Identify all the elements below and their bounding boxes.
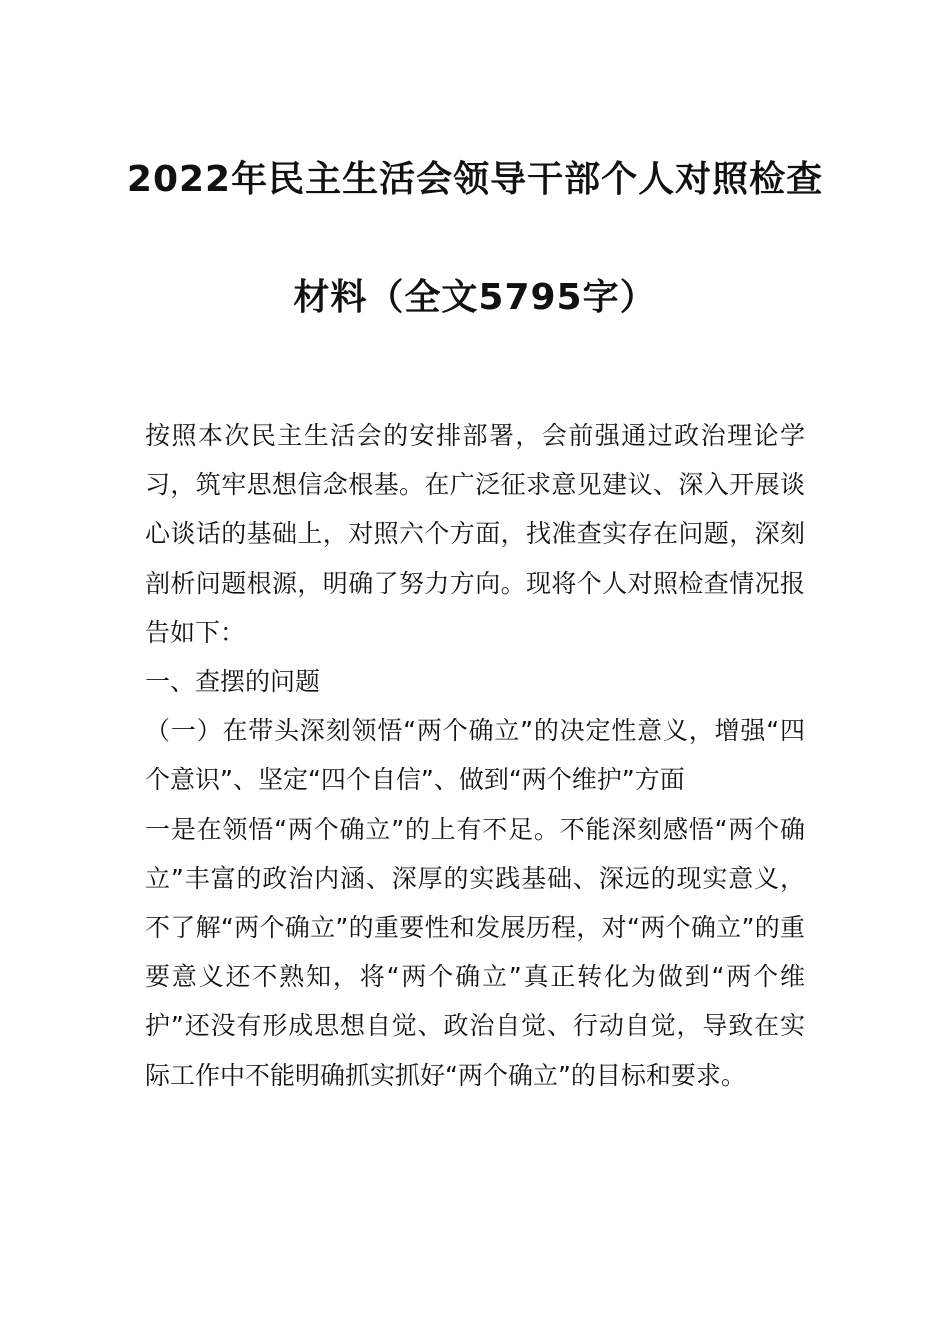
body-paragraph: 一是在领悟“两个确立”的上有不足。不能深刻感悟“两个确立”丰富的政治内涵、深厚的实践基础、深远的现实意义，不了解“两个确立”的重要性和发展历程，对“两个确立”的重要意义还不熟知，将“两个确立”真正转化为做到“两个维护”还没有形成思想自觉、政治自觉、行动自觉，导致在实际工作中不能明确抓实抓好“两个确立”的目标和要求。 xyxy=(145,814,805,1090)
document-title-line-2: 材料（全文5795字） xyxy=(293,277,657,318)
section-heading: 一、查摆的问题 xyxy=(145,667,321,697)
subsection-heading: （一）在带头深刻领悟“两个确立”的决定性意义，增强“四个意识”、坚定“四个自信”、做到“两个维护”方面 xyxy=(145,716,805,795)
intro-paragraph: 按照本次民主生活会的安排部署，会前强通过政治理论学习，筑牢思想信念根基。在广泛征求意见建议、深入开展谈心谈话的基础上，对照六个方面，找准查实存在问题，深刻剖析问题根源，明确了努力方向。现将个人对照检查情况报告如下： xyxy=(145,421,805,647)
document-title-line-1: 2022年民主生活会领导干部个人对照检查 xyxy=(126,159,824,200)
document-body xyxy=(145,411,805,1100)
